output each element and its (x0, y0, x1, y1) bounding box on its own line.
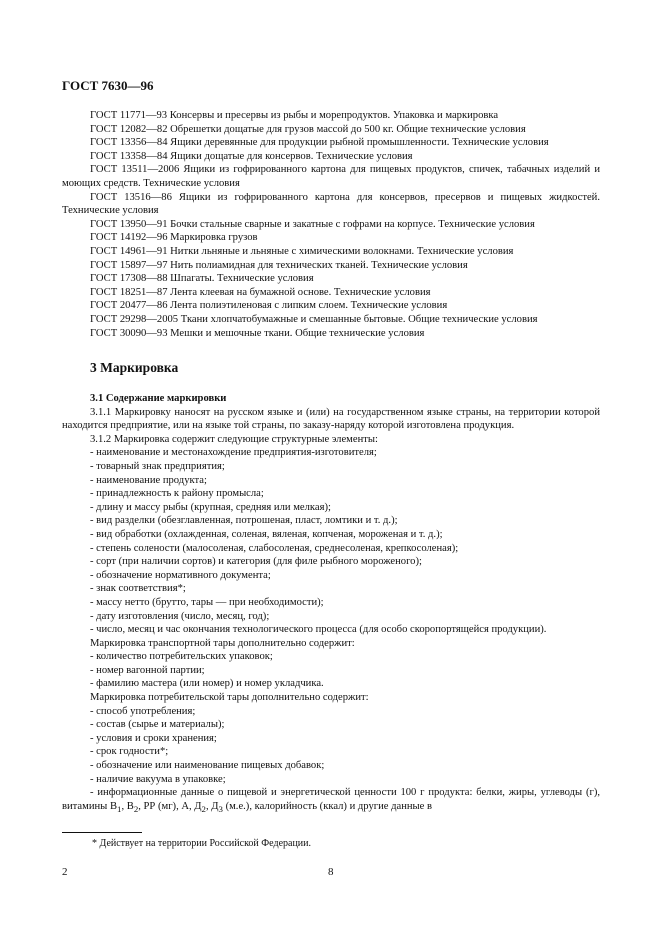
footnote: * Действует на территории Российской Федерации. (92, 838, 311, 849)
vitamin-subscript: 3 (218, 803, 223, 814)
vitamin-subscript: 2 (201, 803, 206, 814)
list-item: - фамилию мастера (или номер) и номер укладчика. (90, 678, 324, 690)
list-item: - степень солености (малосоленая, слабосоленая, среднесоленая, крепкосоленая); (90, 542, 459, 554)
list-item: - число, месяц и час окончания технологического процесса (для особо скоропортящейся продукции). (90, 624, 547, 636)
section-body (62, 392, 600, 817)
list-item: - товарный знак предприятия; (90, 460, 225, 472)
footnote-divider (62, 832, 142, 833)
nutrition-list-item (62, 786, 600, 816)
list-item: - состав (сырье и материалы); (90, 719, 225, 731)
nutrition-text-c: , РР (мг), А, Д (138, 800, 202, 812)
reference-item: ГОСТ 20477—86 Лента полиэтиленовая с липким слоем. Технические условия (90, 300, 448, 312)
reference-item: ГОСТ 11771—93 Консервы и пресервы из рыбы и морепродуктов. Упаковка и маркировка (90, 110, 499, 121)
list-item: - обозначение нормативного документа; (90, 569, 271, 581)
list-item: - наличие вакуума в упаковке; (90, 773, 226, 785)
list-item: - обозначение или наименование пищевых добавок; (90, 760, 325, 772)
page-number-left: 2 (62, 866, 68, 878)
reference-item: ГОСТ 13511—2006 Ящики из гофрированного картона для пищевых продуктов, спичек, табачных изделий и моющих средств. Технические условия (62, 164, 600, 189)
list-item: - наименование и местонахождение предприятия-изготовителя; (90, 447, 377, 459)
list-item: - срок годности*; (90, 746, 169, 758)
list-item: - длину и массу рыбы (крупная, средняя или мелкая); (90, 501, 331, 513)
list-item: - вид обработки (охлажденная, соленая, вяленая, копченая, мороженая и т. д.); (90, 528, 443, 540)
references-list (62, 109, 600, 340)
reference-item: ГОСТ 13358—84 Ящики дощатые для консервов. Технические условия (90, 150, 413, 162)
consumer-intro: Маркировка потребительской тары дополнительно содержит: (90, 692, 369, 704)
paragraph-3-1-2: 3.1.2 Маркировка содержит следующие структурные элементы: (90, 433, 378, 445)
reference-item: ГОСТ 13516—86 Ящики из гофрированного картона для консервов, пресервов и пищевых жидкостей. Технические условия (62, 191, 600, 217)
list-item: - наименование продукта; (90, 474, 207, 486)
reference-item: ГОСТ 14961—91 Нитки льняные и льняные с химическими волокнами. Технические условия (90, 245, 514, 257)
nutrition-text-a: - информационные данные о пищевой и энергетической ценности 100 г продукта: белки, жиры, углеводы (г), витамины В (62, 787, 600, 812)
reference-item: ГОСТ 14192—96 Маркировка грузов (90, 232, 258, 244)
reference-item: ГОСТ 15897—97 Нить полиамидная для технических тканей. Технические условия (90, 259, 468, 271)
nutrition-text-e: (м.е.), калорийность (ккал) и другие данные в (222, 800, 433, 812)
list-item: - способ употребления; (90, 705, 196, 717)
list-item: - условия и сроки хранения; (90, 732, 217, 744)
vitamin-subscript: 1 (117, 803, 122, 814)
list-item: - вид разделки (обезглавленная, потрошеная, пласт, ломтики и т. д.); (90, 515, 398, 527)
list-item: - количество потребительских упаковок; (90, 651, 273, 663)
list-item: - знак соответствия*; (90, 583, 186, 595)
transport-intro: Маркировка транспортной тары дополнительно содержит: (90, 637, 355, 649)
section-title: 3 Маркировка (90, 360, 179, 375)
reference-item: ГОСТ 18251—87 Лента клеевая на бумажной основе. Технические условия (90, 286, 431, 298)
list-item: - дату изготовления (число, месяц, год); (90, 610, 270, 622)
list-item: - сорт (при наличии сортов) и категория (для филе рыбного мороженого); (90, 556, 422, 568)
reference-item: ГОСТ 29298—2005 Ткани хлопчатобумажные и смешанные бытовые. Общие технические условия (90, 313, 538, 325)
paragraph-3-1-1: 3.1.1 Маркировку наносят на русском языке и (или) на государственном языке страны, на территории которой находится предприятие, или на языке той страны, по заказу-наряду которой изготовлена продукция. (62, 406, 600, 432)
reference-item: ГОСТ 13356—84 Ящики деревянные для продукции рыбной промышленности. Технические условия (90, 137, 549, 149)
vitamin-subscript: 2 (133, 803, 139, 814)
list-item: - массу нетто (брутто, тары — при необходимости); (90, 596, 324, 608)
reference-item: ГОСТ 17308—88 Шпагаты. Технические условия (90, 273, 314, 285)
reference-item: ГОСТ 30090—93 Мешки и мешочные ткани. Общие технические условия (90, 327, 425, 339)
list-item: - принадлежность к району промысла; (90, 488, 264, 500)
document-header: ГОСТ 7630—96 (62, 78, 154, 93)
nutrition-text-d: , Д (205, 800, 219, 812)
list-item: - номер вагонной партии; (90, 664, 205, 676)
nutrition-text-b: , В (121, 800, 134, 812)
page-number-center: 8 (328, 866, 334, 878)
subsection-title: 3.1 Содержание маркировки (90, 393, 227, 404)
reference-item: ГОСТ 12082—82 Обрешетки дощатые для грузов массой до 500 кг. Общие технические условия (90, 123, 526, 135)
reference-item: ГОСТ 13950—91 Бочки стальные сварные и закатные с гофрами на корпусе. Технические условия (90, 218, 535, 230)
